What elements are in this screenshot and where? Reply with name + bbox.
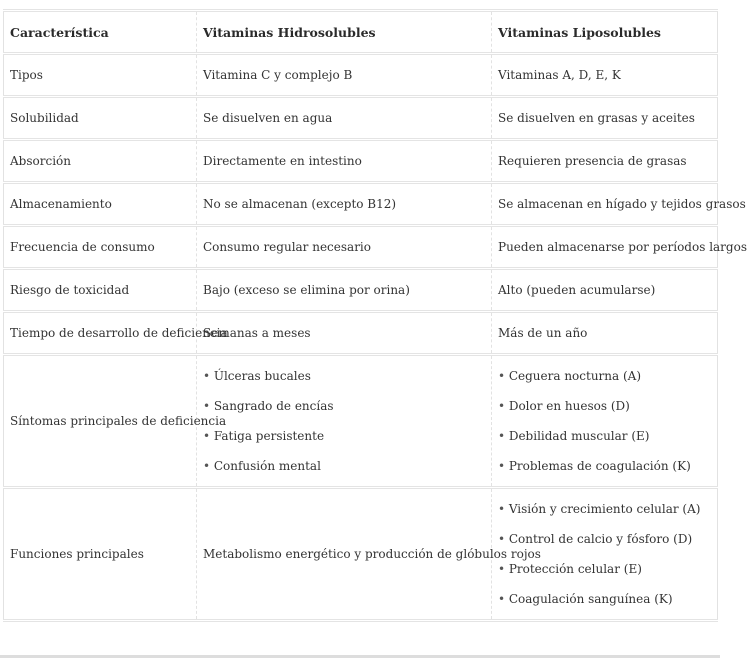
bullet: • <box>498 369 506 383</box>
table-row <box>4 140 718 183</box>
list-item-text: Confusión mental <box>213 459 321 473</box>
row-label: Almacenamiento <box>4 183 197 226</box>
list-item <box>498 361 717 391</box>
bullet: • <box>203 399 211 413</box>
row-label: Solubilidad <box>4 97 197 140</box>
table-row <box>4 226 718 269</box>
list-item-text: Coagulación sanguínea (K) <box>508 592 673 606</box>
table-row <box>4 269 718 312</box>
lipo-cell: Se almacenan en hígado y tejidos grasos <box>492 183 718 226</box>
bullet: • <box>203 369 211 383</box>
header-liposolubles: Vitaminas Liposolubles <box>492 11 718 54</box>
list-item <box>498 451 717 481</box>
bullet: • <box>498 502 506 516</box>
vitamins-comparison-table <box>3 9 747 622</box>
bullet: • <box>203 429 211 443</box>
list-item-text: Fatiga persistente <box>213 429 325 443</box>
lipo-deficiency-cell <box>492 355 718 488</box>
list-item-text: Control de calcio y fósforo (D) <box>508 532 693 546</box>
table-row <box>4 97 718 140</box>
list-item-text: Úlceras bucales <box>213 369 311 383</box>
row-label: Tiempo de desarrollo de deficiencia <box>4 312 197 355</box>
hidro-functions-cell: Metabolismo energético y producción de glóbulos rojos <box>197 488 492 621</box>
lipo-cell: Requieren presencia de grasas <box>492 140 718 183</box>
list-item-text: Sangrado de encías <box>213 399 334 413</box>
list-item <box>498 554 717 584</box>
table-row-deficiency <box>4 355 718 488</box>
list-item <box>203 391 491 421</box>
table-row <box>4 312 718 355</box>
hidro-cell: Directamente en intestino <box>197 140 492 183</box>
list-item-text: Problemas de coagulación (K) <box>508 459 691 473</box>
table-header-row <box>4 11 718 54</box>
list-item <box>498 421 717 451</box>
bullet: • <box>498 399 506 413</box>
hidro-deficiency-cell <box>197 355 492 488</box>
hidro-deficiency-list <box>203 361 491 481</box>
lipo-functions-cell <box>492 488 718 621</box>
list-item <box>203 451 491 481</box>
lipo-deficiency-list <box>498 361 717 481</box>
hidro-cell: Se disuelven en agua <box>197 97 492 140</box>
list-item <box>498 524 717 554</box>
bullet: • <box>203 459 211 473</box>
list-item <box>498 494 717 524</box>
hidro-cell: Bajo (exceso se elimina por orina) <box>197 269 492 312</box>
bullet: • <box>498 562 506 576</box>
hidro-cell: Semanas a meses <box>197 312 492 355</box>
list-item <box>498 391 717 421</box>
hidro-cell: Vitamina C y complejo B <box>197 54 492 97</box>
bullet: • <box>498 459 506 473</box>
lipo-cell: Pueden almacenarse por períodos largos <box>492 226 718 269</box>
bullet: • <box>498 429 506 443</box>
row-label: Absorción <box>4 140 197 183</box>
lipo-cell: Vitaminas A, D, E, K <box>492 54 718 97</box>
lipo-functions-list <box>498 494 717 614</box>
row-label: Tipos <box>4 54 197 97</box>
bullet: • <box>498 592 506 606</box>
lipo-cell: Se disuelven en grasas y aceites <box>492 97 718 140</box>
list-item-text: Protección celular (E) <box>508 562 642 576</box>
hidro-cell: Consumo regular necesario <box>197 226 492 269</box>
table-row <box>4 54 718 97</box>
table-row-functions <box>4 488 718 621</box>
header-hidrosolubles: Vitaminas Hidrosolubles <box>197 11 492 54</box>
list-item-text: Visión y crecimiento celular (A) <box>508 502 701 516</box>
row-label: Funciones principales <box>4 488 197 621</box>
list-item <box>498 584 717 614</box>
list-item-text: Debilidad muscular (E) <box>508 429 650 443</box>
list-item <box>203 421 491 451</box>
list-item-text: Ceguera nocturna (A) <box>508 369 642 383</box>
row-label: Síntomas principales de deficiencia <box>4 355 197 488</box>
table-row <box>4 183 718 226</box>
row-label: Riesgo de toxicidad <box>4 269 197 312</box>
row-label: Frecuencia de consumo <box>4 226 197 269</box>
list-item <box>203 361 491 391</box>
lipo-cell: Más de un año <box>492 312 718 355</box>
lipo-cell: Alto (pueden acumularse) <box>492 269 718 312</box>
list-item-text: Dolor en huesos (D) <box>508 399 630 413</box>
hidro-cell: No se almacenan (excepto B12) <box>197 183 492 226</box>
bullet: • <box>498 532 506 546</box>
header-caracteristica: Característica <box>4 11 197 54</box>
